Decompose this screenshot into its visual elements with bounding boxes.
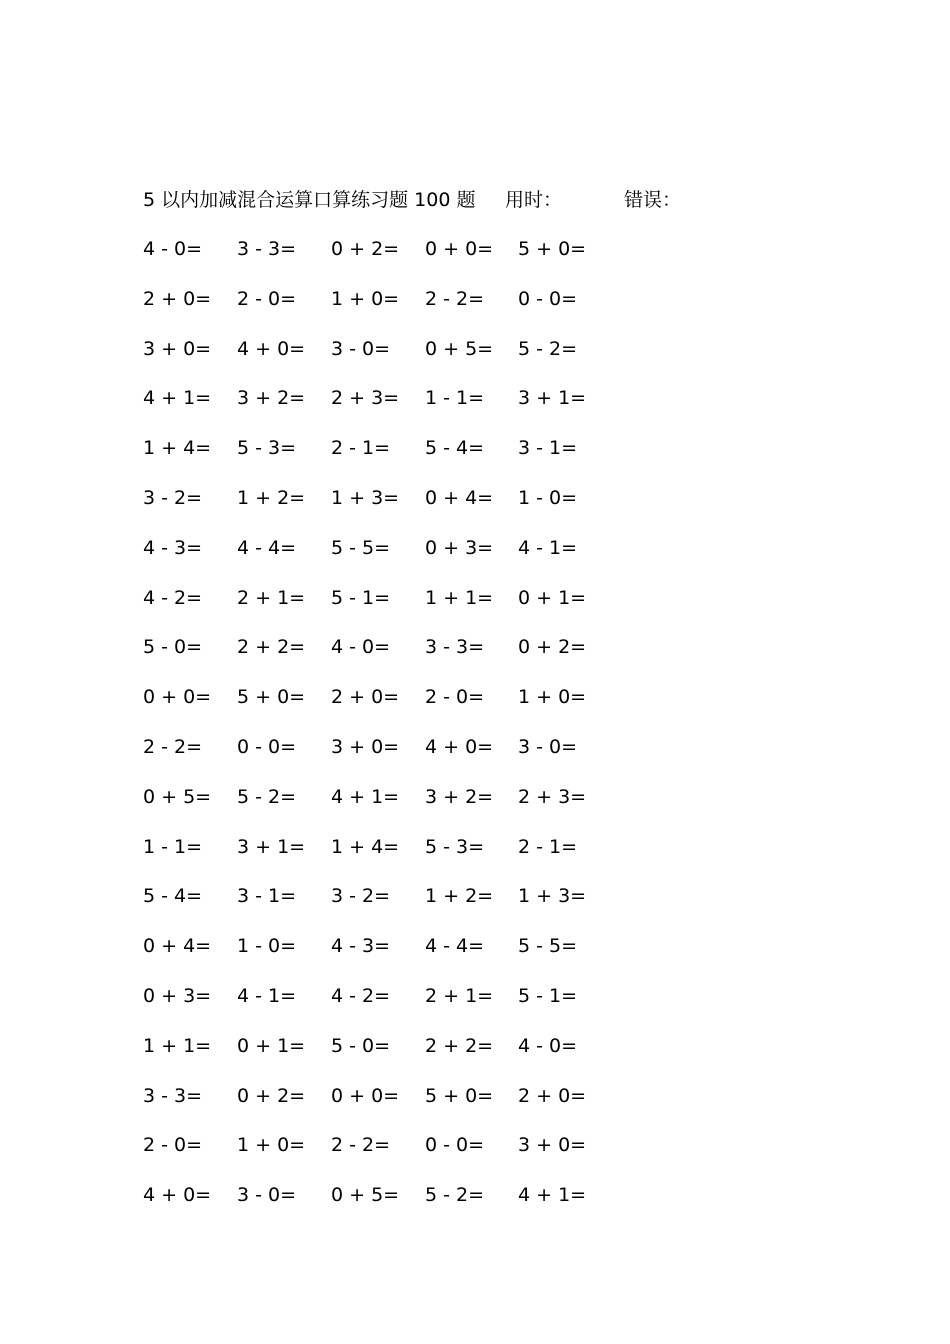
problem-item: 1 + 3= [331,486,400,509]
problem-item: 0 + 5= [331,1184,400,1207]
problem-row [143,1082,623,1132]
problem-item: 4 - 2= [331,984,391,1007]
worksheet-title: 5 以内加减混合运算口算练习题 100 题 [143,189,476,211]
problem-item: 2 + 0= [143,287,212,310]
problem-item: 5 - 3= [425,835,485,858]
problem-row [143,534,623,584]
problem-row [143,882,623,932]
problem-row [143,733,623,783]
problem-item: 3 + 2= [425,785,494,808]
problem-item: 4 - 0= [518,1034,578,1057]
problem-row [143,932,623,982]
problem-row [143,584,623,634]
problem-item: 0 + 4= [425,486,494,509]
problem-row [143,285,623,335]
problem-item: 1 + 0= [331,287,400,310]
problem-item: 1 + 4= [143,437,212,460]
problem-item: 2 + 0= [518,1084,587,1107]
problem-item: 2 - 2= [331,1134,391,1157]
problem-item: 3 - 3= [237,238,297,260]
problem-item: 2 + 0= [331,686,400,709]
problem-item: 4 - 4= [425,935,485,958]
problem-row [143,783,623,833]
problem-item: 0 + 0= [143,686,212,709]
problem-item: 1 + 0= [237,1134,306,1157]
time-label: 用时： [505,189,563,211]
problem-item: 3 - 2= [143,486,203,509]
problem-item: 4 - 3= [143,536,203,559]
problem-item: 3 - 0= [237,1184,297,1207]
problem-item: 4 - 0= [331,636,391,659]
problem-item: 5 - 3= [237,437,297,460]
problem-item: 0 + 4= [143,935,212,958]
problem-item: 2 - 2= [425,287,485,310]
problem-item: 0 + 5= [143,785,212,808]
problem-item: 0 + 0= [331,1084,400,1107]
problem-item: 1 + 1= [425,586,494,609]
problem-item: 0 + 3= [425,536,494,559]
problem-row [143,1131,623,1181]
problem-item: 2 - 0= [237,287,297,310]
problem-row [143,1181,623,1231]
problem-item: 1 + 0= [518,686,587,709]
problem-row [143,982,623,1032]
problem-item: 2 - 1= [518,835,578,858]
problem-item: 4 + 0= [425,735,494,758]
problem-item: 2 + 3= [518,785,587,808]
problem-item: 4 - 0= [143,238,203,260]
problem-item: 0 - 0= [425,1134,485,1157]
problem-item: 0 + 2= [518,636,587,659]
problem-item: 3 - 3= [425,636,485,659]
problem-item: 1 + 2= [425,885,494,908]
problem-item: 3 - 2= [331,885,391,908]
problem-item: 1 - 0= [237,935,297,958]
problem-item: 0 + 5= [425,337,494,360]
problem-item: 3 + 0= [331,735,400,758]
problem-item: 2 - 1= [331,437,391,460]
worksheet-header [143,186,843,214]
problem-item: 1 + 2= [237,486,306,509]
problem-item: 1 + 1= [143,1034,212,1057]
problem-item: 5 - 2= [518,337,578,360]
problem-item: 0 + 2= [331,238,400,260]
problem-item: 0 + 1= [237,1034,306,1057]
problem-item: 5 - 2= [237,785,297,808]
problem-item: 3 - 1= [518,437,578,460]
problem-item: 4 - 4= [237,536,297,559]
problem-grid [143,235,623,1231]
problem-item: 4 - 1= [237,984,297,1007]
problem-item: 0 - 0= [237,735,297,758]
problem-item: 2 + 1= [237,586,306,609]
problem-item: 0 + 2= [237,1084,306,1107]
problem-item: 1 + 3= [518,885,587,908]
problem-item: 4 + 0= [237,337,306,360]
problem-item: 0 - 0= [518,287,578,310]
problem-row [143,683,623,733]
errors-label: 错误： [624,189,682,211]
problem-item: 5 - 2= [425,1184,485,1207]
problem-row [143,384,623,434]
problem-item: 5 - 0= [331,1034,391,1057]
problem-item: 5 - 5= [518,935,578,958]
problem-item: 3 - 3= [143,1084,203,1107]
problem-item: 1 - 1= [143,835,203,858]
problem-item: 5 + 0= [518,238,587,260]
problem-item: 3 - 1= [237,885,297,908]
problem-item: 3 + 1= [518,387,587,410]
problem-item: 2 - 2= [143,735,203,758]
problem-item: 2 + 2= [237,636,306,659]
problem-item: 3 + 1= [237,835,306,858]
problem-item: 1 - 1= [425,387,485,410]
problem-item: 4 + 0= [143,1184,212,1207]
problem-row [143,484,623,534]
problem-item: 5 - 0= [143,636,203,659]
problem-item: 4 + 1= [143,387,212,410]
problem-row [143,235,623,285]
problem-item: 0 + 3= [143,984,212,1007]
problem-row [143,335,623,385]
problem-item: 1 + 4= [331,835,400,858]
problem-item: 4 - 1= [518,536,578,559]
problem-item: 5 - 4= [425,437,485,460]
problem-item: 3 + 2= [237,387,306,410]
problem-item: 2 - 0= [425,686,485,709]
problem-item: 3 - 0= [331,337,391,360]
problem-item: 2 + 3= [331,387,400,410]
problem-row [143,1032,623,1082]
problem-item: 0 + 0= [425,238,494,260]
problem-item: 4 - 3= [331,935,391,958]
problem-item: 1 - 0= [518,486,578,509]
problem-item: 2 + 2= [425,1034,494,1057]
problem-item: 5 + 0= [425,1084,494,1107]
problem-row [143,833,623,883]
problem-item: 2 - 0= [143,1134,203,1157]
problem-item: 5 + 0= [237,686,306,709]
problem-item: 3 - 0= [518,735,578,758]
problem-item: 5 - 1= [331,586,391,609]
problem-item: 4 + 1= [518,1184,587,1207]
problem-item: 0 + 1= [518,586,587,609]
problem-item: 3 + 0= [143,337,212,360]
problem-item: 5 - 5= [331,536,391,559]
problem-item: 4 - 2= [143,586,203,609]
problem-row [143,434,623,484]
problem-item: 4 + 1= [331,785,400,808]
problem-item: 2 + 1= [425,984,494,1007]
problem-item: 5 - 1= [518,984,578,1007]
problem-item: 3 + 0= [518,1134,587,1157]
problem-item: 5 - 4= [143,885,203,908]
problem-row [143,633,623,683]
